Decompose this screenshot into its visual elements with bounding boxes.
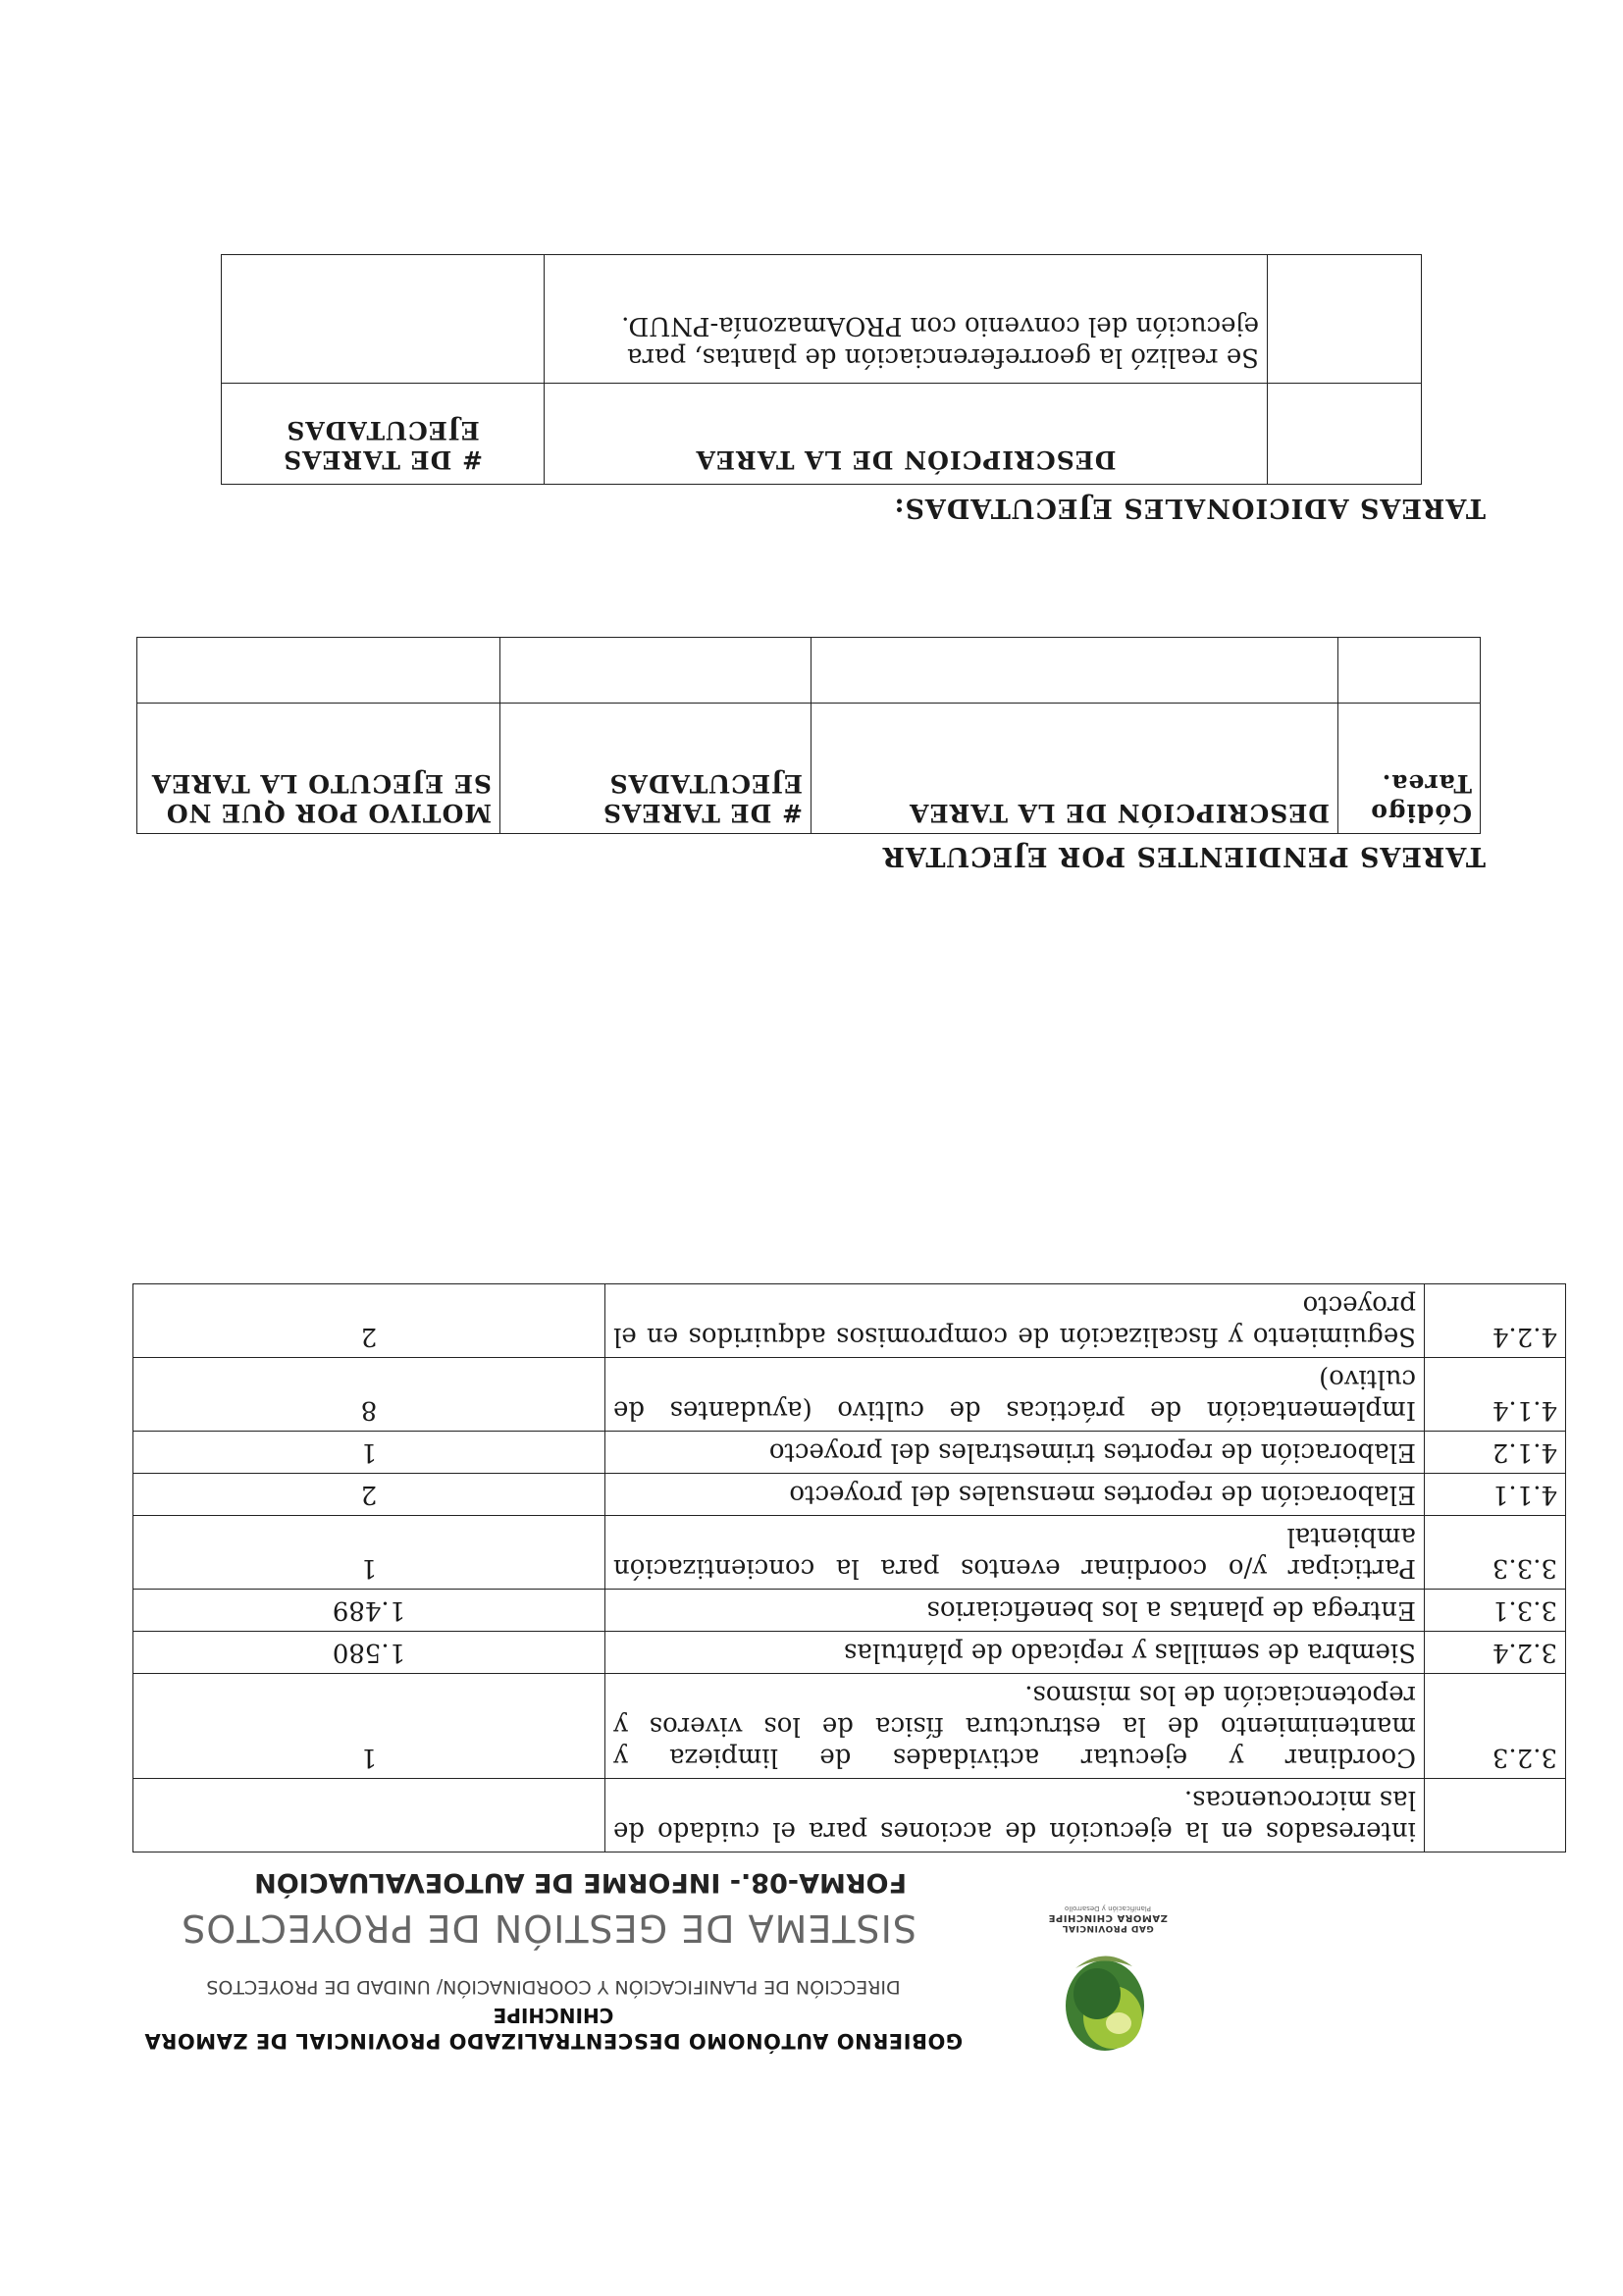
table-row (222, 255, 1422, 384)
table-row (133, 1358, 1566, 1432)
task-code: 3.2.4 (1425, 1632, 1566, 1674)
task-description: Coordinar y ejecutar actividades de limpieza y mantenimiento de la estructura física de los viveros y repotenciación de los mismos. (605, 1674, 1425, 1779)
table-row (133, 1474, 1566, 1516)
task-count: 1 (133, 1432, 605, 1474)
empty-cell (1338, 638, 1481, 704)
task-code: 3.3.1 (1425, 1590, 1566, 1632)
leaf-logo-icon (1024, 1935, 1191, 2062)
task-count: 1.580 (133, 1632, 605, 1674)
task-description: Participar y/o coordinar eventos para la concientización ambiental (605, 1516, 1425, 1590)
letterhead (102, 1866, 1191, 2062)
task-description: Implementación de prácticas de cultivo (ayudantes de cultivo) (605, 1358, 1425, 1432)
direction-unit: DIRECCIÓN DE PLANIFICACIÓN Y COORDINACIÓN/ UNIDAD DE PROYECTOS (206, 1976, 901, 1998)
task-code: 3.2.3 (1425, 1674, 1566, 1779)
col-description: DESCRIPCIÓN DE LA TAREA (545, 384, 1268, 485)
empty-cell (812, 638, 1338, 704)
task-count: 1.489 (133, 1590, 605, 1632)
task-description: Siembra de semillas y repicado de plántulas (605, 1632, 1425, 1674)
task-count: 8 (133, 1358, 605, 1432)
table-row (133, 1632, 1566, 1674)
logo-text-1: GAD PROVINCIAL (1062, 1923, 1154, 1933)
task-count: 1 (133, 1516, 605, 1590)
form-title: FORMA-08.- INFORME DE AUTOEVALUACIÓN (254, 1867, 907, 1898)
task-code: 4.1.2 (1425, 1432, 1566, 1474)
table-row (133, 1432, 1566, 1474)
task-code: 3.3.3 (1425, 1516, 1566, 1590)
col-code: Código Tarea. (1338, 704, 1481, 834)
task-description: Entrega de plantas a los beneficiarios (605, 1590, 1425, 1632)
empty-cell (500, 638, 812, 704)
col-blank (1268, 384, 1422, 485)
additional-task-count (222, 255, 545, 384)
empty-row (137, 638, 1481, 704)
additional-tasks-title: TAREAS ADICIONALES EJECUTADAS: (893, 493, 1486, 523)
task-description: Elaboración de reportes mensuales del proyecto (605, 1474, 1425, 1516)
task-code: 4.1.4 (1425, 1358, 1566, 1432)
task-code (1425, 1779, 1566, 1852)
task-description: interesados en la ejecución de acciones para el cuidado de las microcuencas. (605, 1779, 1425, 1852)
pending-tasks-title: TAREAS PENDIENTES POR EJECUTAR (881, 841, 1486, 871)
empty-cell (137, 638, 500, 704)
government-name-2: CHINCHIPE (493, 2004, 614, 2027)
task-count (133, 1779, 605, 1852)
empty-cell (1268, 255, 1422, 384)
task-count: 2 (133, 1474, 605, 1516)
col-description: DESCRIPCIÓN DE LA TAREA (812, 704, 1338, 834)
task-description: Elaboración de reportes trimestrales del proyecto (605, 1432, 1425, 1474)
government-name: GOBIERNO AUTÓNOMO DESCENTRALIZADO PROVINCIAL DE ZAMORA (143, 2029, 964, 2053)
executed-tasks-body (133, 1284, 1566, 1852)
logo-text-3: Planificación y Desarrollo (1064, 1905, 1152, 1912)
col-count: # DE TAREAS EJECUTADAS (500, 704, 812, 834)
task-count: 1 (133, 1674, 605, 1779)
table-row (133, 1674, 1566, 1779)
logo-text-2: ZAMORA CHINCHIPE (1048, 1912, 1168, 1923)
table-row (133, 1516, 1566, 1590)
pending-tasks-table (136, 637, 1481, 834)
additional-task-description: Se realizó la georreferenciación de plantas, para ejecución del convenio con PROAmazonía-PNUD. (545, 255, 1268, 384)
system-title: SISTEMA DE GESTIÓN DE PROYECTOS (181, 1906, 916, 1950)
col-reason: MOTIVO POR QUE NO SE EJECUTO LA TAREA (137, 704, 500, 834)
task-count: 2 (133, 1284, 605, 1358)
col-count: # DE TAREAS EJECUTADAS (222, 384, 545, 485)
table-row (133, 1779, 1566, 1852)
table-row (133, 1284, 1566, 1358)
table-row (133, 1590, 1566, 1632)
executed-tasks-table (132, 1283, 1566, 1852)
task-description: Seguimiento y fiscalización de compromisos adquiridos en el proyecto (605, 1284, 1425, 1358)
additional-tasks-table (221, 254, 1422, 485)
task-code: 4.1.1 (1425, 1474, 1566, 1516)
gad-logo (1024, 1866, 1191, 2062)
task-code: 4.2.4 (1425, 1284, 1566, 1358)
